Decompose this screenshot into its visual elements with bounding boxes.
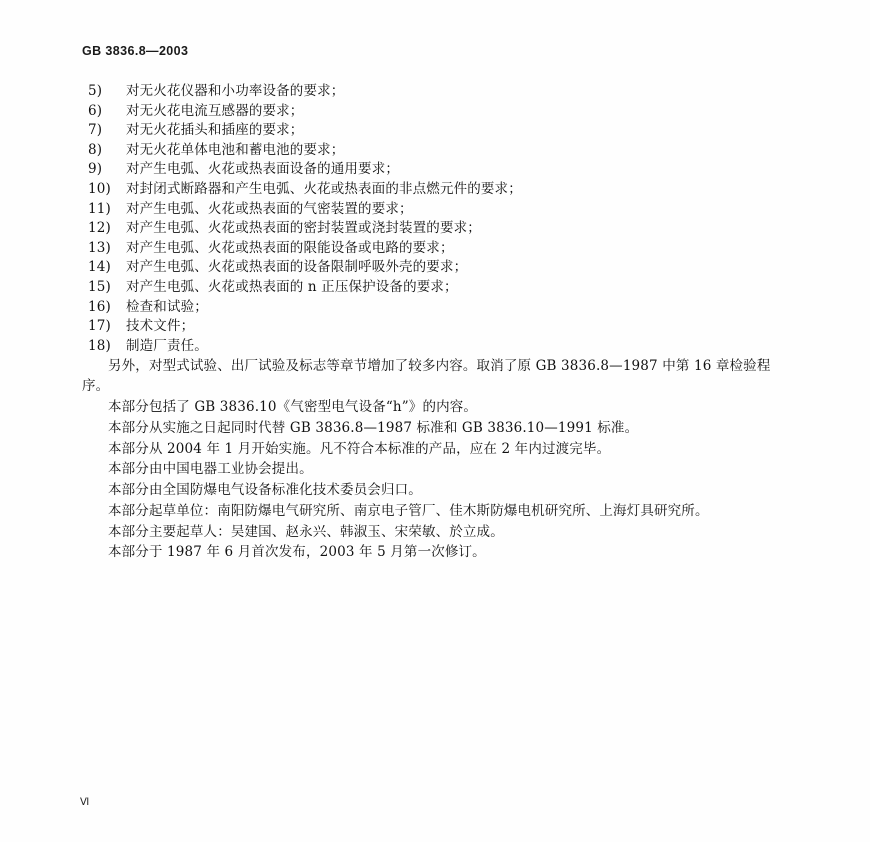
paragraph-proposed-by: 本部分由中国电器工业协会提出。 [108,461,313,478]
list-item-number: 18) [88,337,111,354]
list-item-number: 12) [88,220,111,237]
paragraph-includes-gb383610: 本部分包括了 GB 3836.10《气密型电气设备“h”》的内容。 [108,398,478,415]
paragraph-administered-by: 本部分由全国防爆电气设备标准化技术委员会归口。 [108,482,422,499]
list-item-number: 7) [88,122,103,139]
list-item [82,337,794,357]
list-item-number: 15) [88,278,111,295]
paragraph-additional-tests: 另外，对型式试验、出厂试验及标志等章节增加了较多内容。取消了原 GB 3836.8—1987 中第 16 章检验程序。 [82,358,771,395]
list-item-number: 8) [88,141,103,158]
paragraph-effective-date: 本部分从 2004 年 1 月开始实施。凡不符合本标准的产品，应在 2 年内过渡完毕。 [108,440,611,457]
list-item-number: 10) [88,180,111,197]
list-item [82,278,794,298]
list-item-number: 9) [88,161,103,178]
list-item-number: 11) [88,200,111,217]
list-item-number: 13) [88,239,111,256]
page-content [82,44,794,563]
paragraph-publication-history: 本部分于 1987 年 6 月首次发布，2003 年 5 月第一次修订。 [108,544,486,561]
list-item [82,200,794,220]
list-item-label: 对产生电弧、火花或热表面的限能设备或电路的要求； [126,239,454,256]
list-item [82,82,794,102]
list-item [82,317,794,337]
paragraph-replaces-standards: 本部分从实施之日起同时代替 GB 3836.8—1987 标准和 GB 3836.10—1991 标准。 [108,419,639,436]
list-item-label: 对无火花仪器和小功率设备的要求； [126,83,345,99]
list-item [82,141,794,161]
list-item-label: 对产生电弧、火花或热表面的设备限制呼吸外壳的要求； [126,259,468,276]
list-item-label: 对无火花电流互感器的要求； [126,102,304,119]
list-item-label: 制造厂责任。 [126,337,208,354]
list-item-label: 对产生电弧、火花或热表面的密封装置或浇封装置的要求； [126,220,481,237]
list-item [82,180,794,200]
list-item-number: 16) [88,298,111,315]
standard-number-header: GB 3836.8—2003 [82,44,189,58]
list-item-number: 5) [88,83,103,99]
paragraph-main-drafters: 本部分主要起草人：吴建国、赵永兴、韩淑玉、宋荣敏、於立成。 [108,523,504,540]
list-item-label: 技术文件； [126,318,195,335]
list-item-label: 检查和试验； [126,298,208,315]
list-item-number: 17) [88,318,111,335]
list-item-number: 6) [88,102,103,119]
list-item [82,298,794,318]
list-item-label: 对无火花插头和插座的要求； [126,122,304,139]
list-item-label: 对产生电弧、火花或热表面的气密装置的要求； [126,200,413,217]
list-item [82,219,794,239]
list-item [82,160,794,180]
page-folio: Ⅵ [80,797,90,808]
list-item [82,102,794,122]
list-item-label: 对产生电弧、火花或热表面设备的通用要求； [126,161,399,178]
list-item-label: 对封闭式断路器和产生电弧、火花或热表面的非点燃元件的要求； [126,180,522,197]
list-item [82,258,794,278]
list-item-number: 14) [88,259,111,276]
list-item [82,239,794,259]
list-item-label: 对无火花单体电池和蓄电池的要求； [126,141,345,158]
list-item [82,121,794,141]
numbered-requirements-list [82,82,794,356]
list-item-label: 对产生电弧、火花或热表面的 n 正压保护设备的要求； [126,278,458,295]
paragraph-drafting-units: 本部分起草单位：南阳防爆电气研究所、南京电子管厂、佳木斯防爆电机研究所、上海灯具研究所。 [108,502,709,519]
